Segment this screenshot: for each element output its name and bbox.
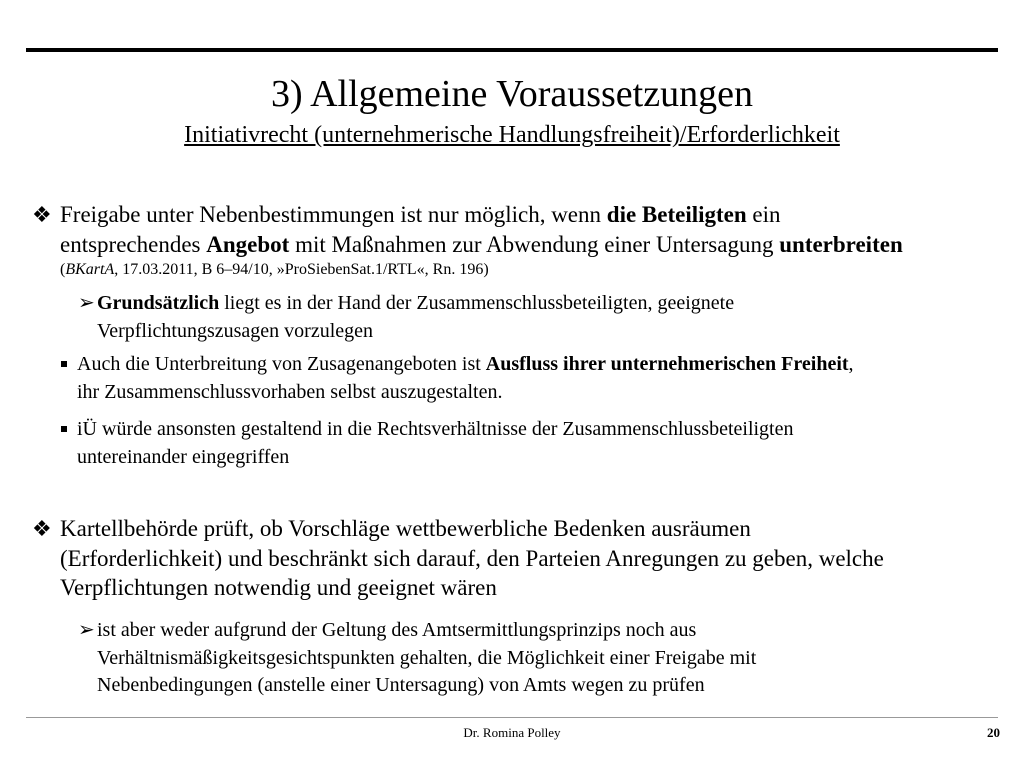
sub-point-4: ist aber weder aufgrund der Geltung des Amtsermittlungsprinzips noch aus Verhältnismäßigkeitsgesichtspunkten gehalten, die Möglichkeit einer Freigabe mit Nebenbedingungen (anstelle einer Untersagung) von Amts wegen zu prüfen [97, 619, 757, 696]
sub-point-3: iÜ würde ansonsten gestaltend in die Rechtsverhältnisse der Zusammenschlussbeteiligten untereinander eingegriffen [77, 418, 794, 468]
bullet-1-citation: (BKartA, 17.03.2011, B 6–94/10, »ProSiebenSat.1/RTL«, Rn. 196) [60, 261, 489, 278]
sub-point-1: Grundsätzlich liegt es in der Hand der Zusammenschlussbeteiligten, geeignete Verpflichtungszusagen vorzulegen [97, 292, 735, 342]
bullet-1-line-1: Freigabe unter Nebenbestimmungen ist nur möglich, wenn die Beteiligten ein [60, 202, 781, 227]
top-divider [26, 48, 998, 52]
diamond-star-bullet-icon: ❖ [32, 202, 52, 227]
bullet-1-line-2: entsprechendes Angebot mit Maßnahmen zur Abwendung einer Untersagung unterbreiten [60, 231, 903, 257]
bullet-1-text [60, 200, 1010, 281]
footer-author: Dr. Romina Polley [463, 725, 561, 740]
page-number: 20 [987, 725, 1000, 740]
bottom-divider [26, 717, 998, 718]
slide-title: 3) Allgemeine Voraussetzungen [271, 73, 753, 115]
square-bullet-icon [61, 426, 67, 432]
sub-point-2: Auch die Unterbreitung von Zusagenangeboten ist Ausfluss ihrer unternehmerischen Freiheit, ihr Zusammenschlussvorhaben selbst auszugestalten. [77, 353, 854, 403]
diamond-star-bullet-icon: ❖ [32, 516, 52, 541]
arrow-bullet-icon: ➢ [78, 292, 95, 314]
bullet-2-text: Kartellbehörde prüft, ob Vorschläge wettbewerbliche Bedenken ausräumen (Erforderlichkeit) und beschränkt sich darauf, den Parteien Anregungen zu geben, welche Verpflichtungen notwendig und geeignet wären [60, 516, 884, 600]
slide-subtitle: Initiativrecht (unternehmerische Handlungsfreiheit)/Erforderlichkeit [184, 122, 840, 148]
square-bullet-icon [61, 361, 67, 367]
arrow-bullet-icon: ➢ [78, 619, 95, 641]
